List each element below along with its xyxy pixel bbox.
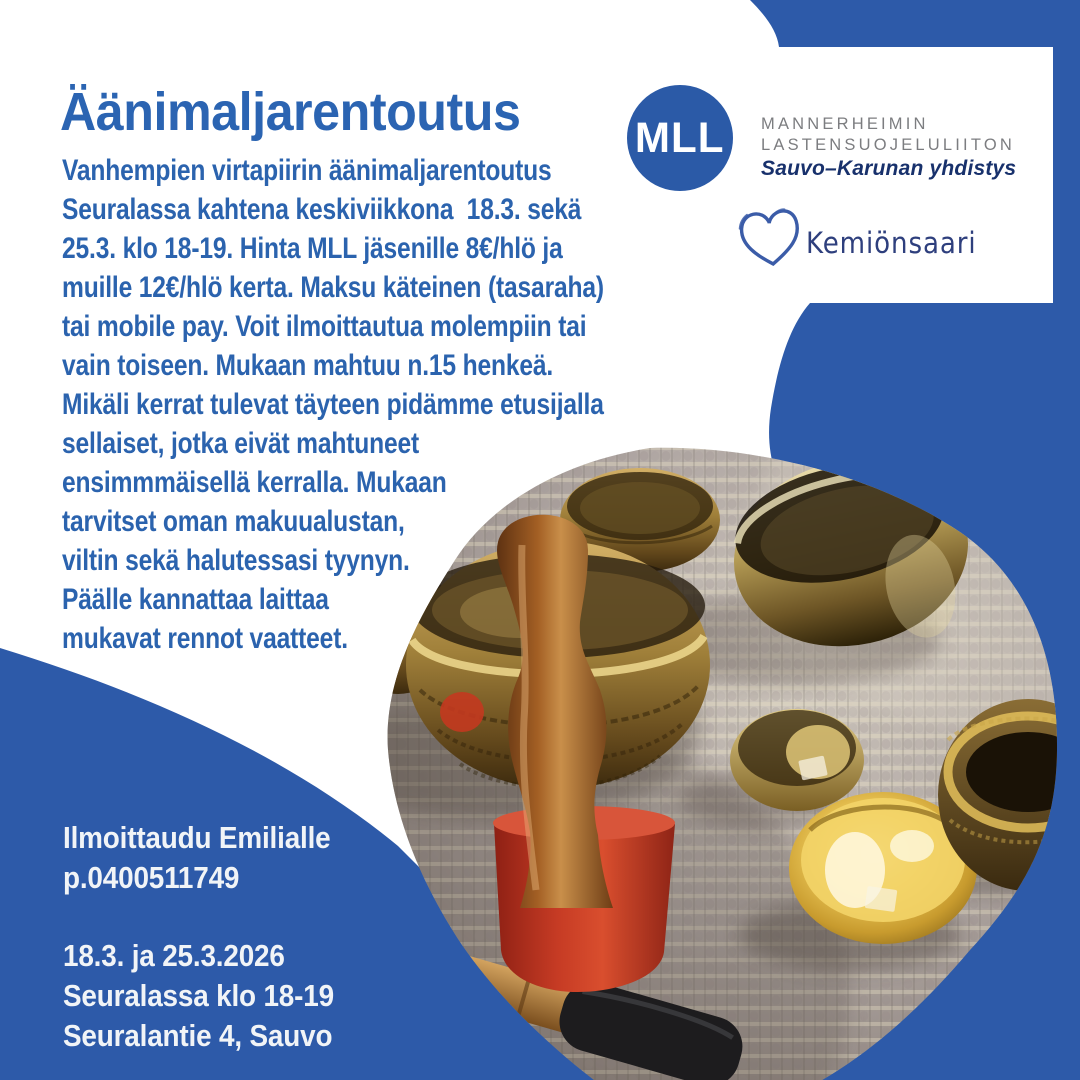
contact-block <box>63 818 360 898</box>
schedule-dates: 18.3. ja 25.3.2026 <box>63 938 285 973</box>
body-text-line: sellaiset, jotka eivät mahtuneet <box>62 427 420 460</box>
schedule-block <box>63 936 364 1056</box>
page-title: Äänimaljarentoutus <box>60 82 521 142</box>
red-reflection <box>440 692 484 732</box>
mll-org-line1: MANNERHEIMIN <box>761 115 929 133</box>
kemionsaari-label: Kemiönsaari <box>806 226 977 260</box>
mll-logo-circle <box>627 85 733 191</box>
contact-phone: p.0400511749 <box>63 860 240 895</box>
paper-label <box>865 886 898 912</box>
body-text-line: muille 12€/hlö kerta. Maksu käteinen (tasaraha) <box>62 271 604 304</box>
body-text-line: ensimmmäisellä kerralla. Mukaan <box>62 466 447 499</box>
body-text-line: mukavat rennot vaatteet. <box>62 622 348 655</box>
mll-org-line2: LASTENSUOJELULIITON <box>761 135 1015 154</box>
heart-outline-icon <box>736 204 806 272</box>
schedule-place-time: Seuralassa klo 18-19 <box>63 978 334 1013</box>
body-text-line: tai mobile pay. Voit ilmoittautua molempiin tai <box>62 310 587 343</box>
schedule-address: Seuralantie 4, Sauvo <box>63 1018 333 1053</box>
body-text-line: vain toiseen. Mukaan mahtuu n.15 henkeä. <box>62 349 554 382</box>
body-text-line: Päälle kannattaa laittaa <box>62 583 329 616</box>
mll-organization-text <box>761 114 1016 181</box>
mll-monogram: MLL <box>635 113 725 162</box>
body-text-line: 25.3. klo 18-19. Hinta MLL jäsenille 8€/hlö ja <box>62 232 563 265</box>
body-text <box>62 151 723 658</box>
body-text-line: tarvitset oman makuualustan, <box>62 505 405 538</box>
singing-bowl-small <box>730 709 864 811</box>
body-text-line: Vanhempien virtapiirin äänimaljarentoutus <box>62 154 552 187</box>
body-text-line: Mikäli kerrat tulevat täyteen pidämme etusijalla <box>62 388 604 421</box>
contact-name: Ilmoittaudu Emilialle <box>63 820 331 855</box>
body-text-line: Seuralassa kahtena keskiviikkona 18.3. sekä <box>62 193 582 226</box>
mll-association-name: Sauvo–Karunan yhdistys <box>761 157 1017 180</box>
body-text-line: viltin sekä halutessasi tyynyn. <box>62 544 410 577</box>
